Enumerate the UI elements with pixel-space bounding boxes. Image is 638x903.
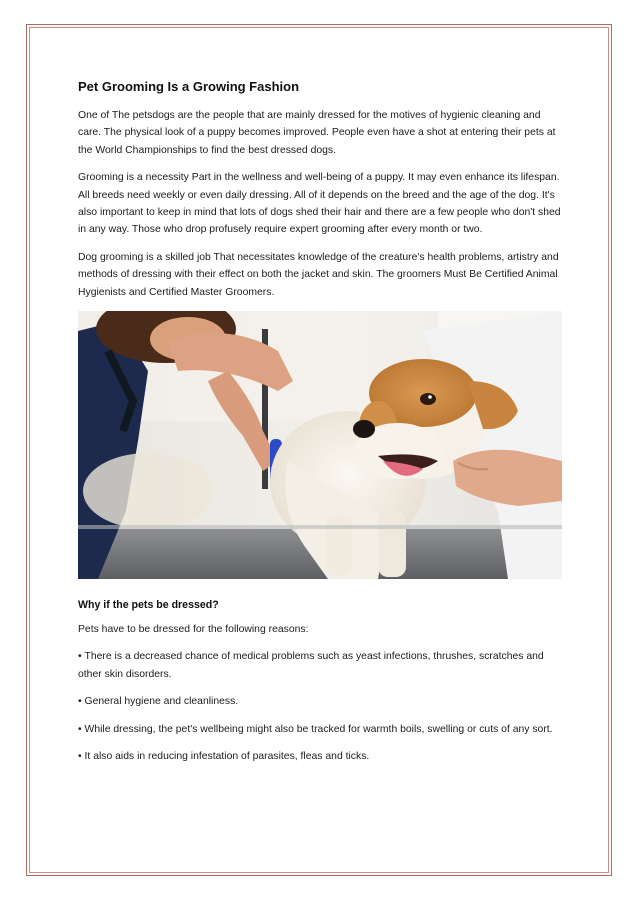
section-intro: Pets have to be dressed for the following reasons: xyxy=(78,624,309,636)
bullet-item-wellbeing: • While dressing, the pet's wellbeing might also be tracked for warmth boils, swelling or cuts of any sort. xyxy=(78,721,564,738)
document-content xyxy=(78,78,564,776)
dog-grooming-photo xyxy=(78,311,562,579)
paragraph-grooming-necessity: Grooming is a necessity Part in the wellness and well-being of a puppy. It may even enhance its lifespan. All breeds need weekly or even daily dressing. All of it depends on the breed and the age of the dog. It's also important to keep in mind that lots of dogs shed their hair and there are a few people who don't shed in any way. Those who drop profusely require expert grooming after every month or two. xyxy=(78,172,561,236)
article-title: Pet Grooming Is a Growing Fashion xyxy=(78,79,300,94)
section-heading: Why if the pets be dressed? xyxy=(78,599,219,612)
bullet-item-medical: • There is a decreased chance of medical problems such as yeast infections, thrushes, scratches and other skin disorders. xyxy=(78,648,564,683)
bullet-item-parasites: • It also aids in reducing infestation of parasites, fleas and ticks. xyxy=(78,748,564,765)
paragraph-intro: One of The petsdogs are the people that are mainly dressed for the motives of hygienic cleaning and care. The physical look of a puppy becomes improved. People even have a shot at entering their pets at the World Championships to find the best dressed dogs. xyxy=(78,110,556,156)
paragraph-skilled-job: Dog grooming is a skilled job That necessitates knowledge of the creature's health problems, artistry and methods of dressing with their effect on both the jacket and skin. The groomers Must Be Certified Animal Hygienists and Certified Master Groomers. xyxy=(78,251,559,298)
bullet-item-hygiene: • General hygiene and cleanliness. xyxy=(78,693,564,710)
